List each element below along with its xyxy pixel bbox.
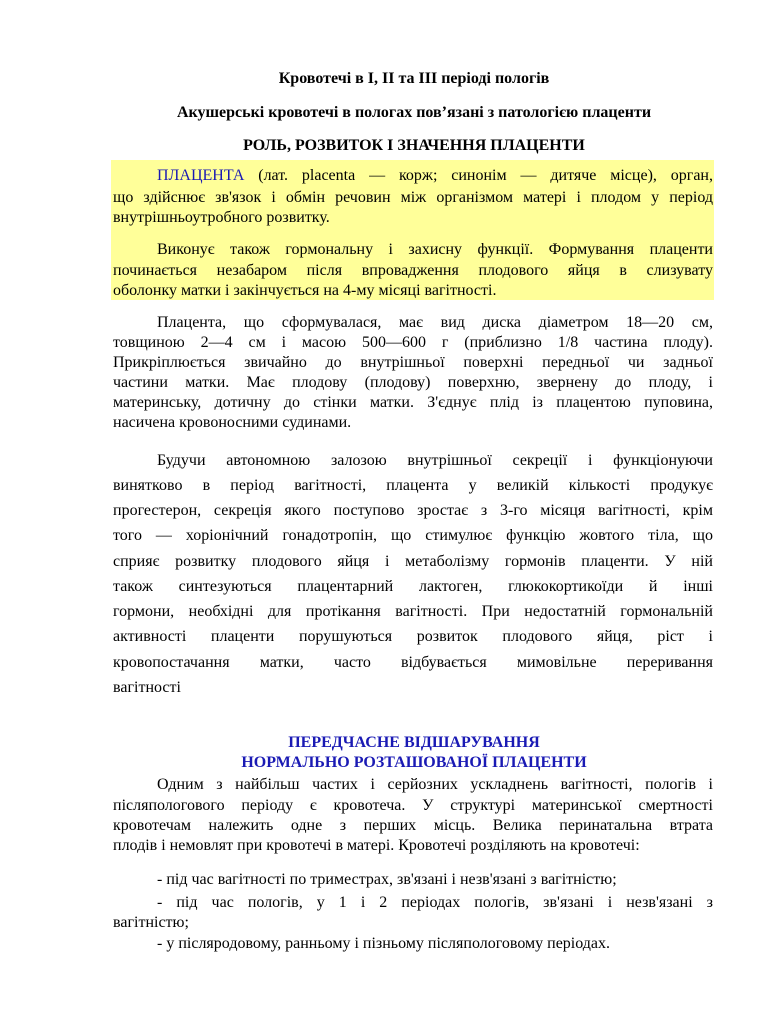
p4-line-10: вагітності	[113, 679, 181, 696]
p4-line-1: Будучи автономною залозою внутрішньої секреції і функціонуючи	[157, 452, 713, 469]
p5-line-4: плодів і немовлят при кровотечі в матері. Кровотечі розділяють на кровотечі:	[113, 837, 640, 854]
p3-line-6: насичена кровоносними судинами.	[113, 414, 352, 431]
p4-line-9: кровопостачання матки, часто відбувається мимовільне переривання	[113, 654, 713, 671]
p5-line-2: післяпологового періоду є кровотеча. У структурі материнської смертності	[113, 797, 713, 814]
section-heading: РОЛЬ, РОЗВИТОК І ЗНАЧЕННЯ ПЛАЦЕНТИ	[243, 137, 585, 154]
p4-line-2: винятково в період вагітності, плацента у великій кількості продукує	[113, 477, 713, 494]
p2-line-3: оболонку матки і закінчується на 4-му місяці вагітності.	[113, 282, 497, 299]
document-subtitle: Акушерські кровотечі в пологах пов’язані з патологією плаценти	[176, 104, 652, 121]
list-item-1: - під час вагітності по триместрах, зв'язані і незв'язані з вагітністю;	[157, 871, 617, 888]
heading2-line-2: НОРМАЛЬНО РОЗТАШОВАНОЇ ПЛАЦЕНТИ	[241, 754, 587, 771]
p3-line-2: товщиною 2—4 см і масою 500—600 г (приблизно 1/8 частина плоду).	[113, 334, 713, 351]
list-item-3: - у післяродовому, ранньому і пізньому післяпологовому періодах.	[157, 935, 611, 952]
p3-line-1: Плацента, що сформувалася, має вид диска діаметром 18—20 см,	[157, 314, 713, 331]
p4-line-5: сприяє розвитку плодового яйця і метаболізму гормонів плаценти. У ній	[113, 553, 713, 570]
p5-line-1: Одним з найбільш частих і серйозних ускладнень вагітності, пологів і	[157, 776, 713, 793]
p4-line-6: також синтезуються плацентарний лактоген, глюкокортикоїди й інші	[113, 578, 713, 595]
list-item-2-line-1: - під час пологів, у 1 і 2 періодах пологів, зв'язані і незв'язані з	[157, 894, 713, 911]
p2-line-1: Виконує також гормональну і захисну функції. Формування плаценти	[157, 241, 713, 258]
p3-line-5: материнську, дотичну до стінки матки. З'єднує плід із плацентою пуповина,	[113, 394, 713, 411]
list-item-2-line-2: вагітністю;	[113, 914, 189, 931]
p4-line-4: того — хоріонічний гонадотропін, що стимулює функцію жовтого тіла, що	[113, 527, 713, 544]
p4-line-8: активності плаценти порушуються розвиток плодового яйця, ріст і	[113, 628, 713, 645]
p1-line-2: що здійснює зв'язок і обмін речовин між організмом матері і плодом у період	[113, 189, 713, 206]
p1-line-1	[113, 166, 713, 186]
p2-line-2: починається незабаром після впровадження плодового яйця в слизувату	[113, 262, 713, 279]
heading2-line-1: ПЕРЕДЧАСНЕ ВІДШАРУВАННЯ	[288, 734, 540, 751]
p3-line-3: Прикріплюється звичайно до внутрішньої поверхні передньої чи задньої	[113, 354, 713, 371]
placenta-term: ПЛАЦЕНТА	[157, 167, 245, 184]
p5-line-3: кровотечам належить одне з перших місць. Велика перинатальна втрата	[113, 817, 713, 834]
p3-line-4: частини матки. Має плодову (плодову) поверхню, звернену до плоду, і	[113, 374, 713, 391]
p1-line-1-rest: (лат. placenta — корж; синонім — дитяче місце), орган,	[244, 167, 713, 184]
document-title: Кровотечі в І, ІІ та ІІІ періоді пологів	[278, 70, 550, 87]
p4-line-7: гормони, необхідні для протікання вагітності. При недостатній гормональній	[113, 603, 713, 620]
p4-line-3: прогестерон, секреція якого поступово зростає з 3-го місяця вагітності, крім	[113, 502, 713, 519]
p1-line-3: внутрішньоутробного розвитку.	[113, 209, 330, 226]
